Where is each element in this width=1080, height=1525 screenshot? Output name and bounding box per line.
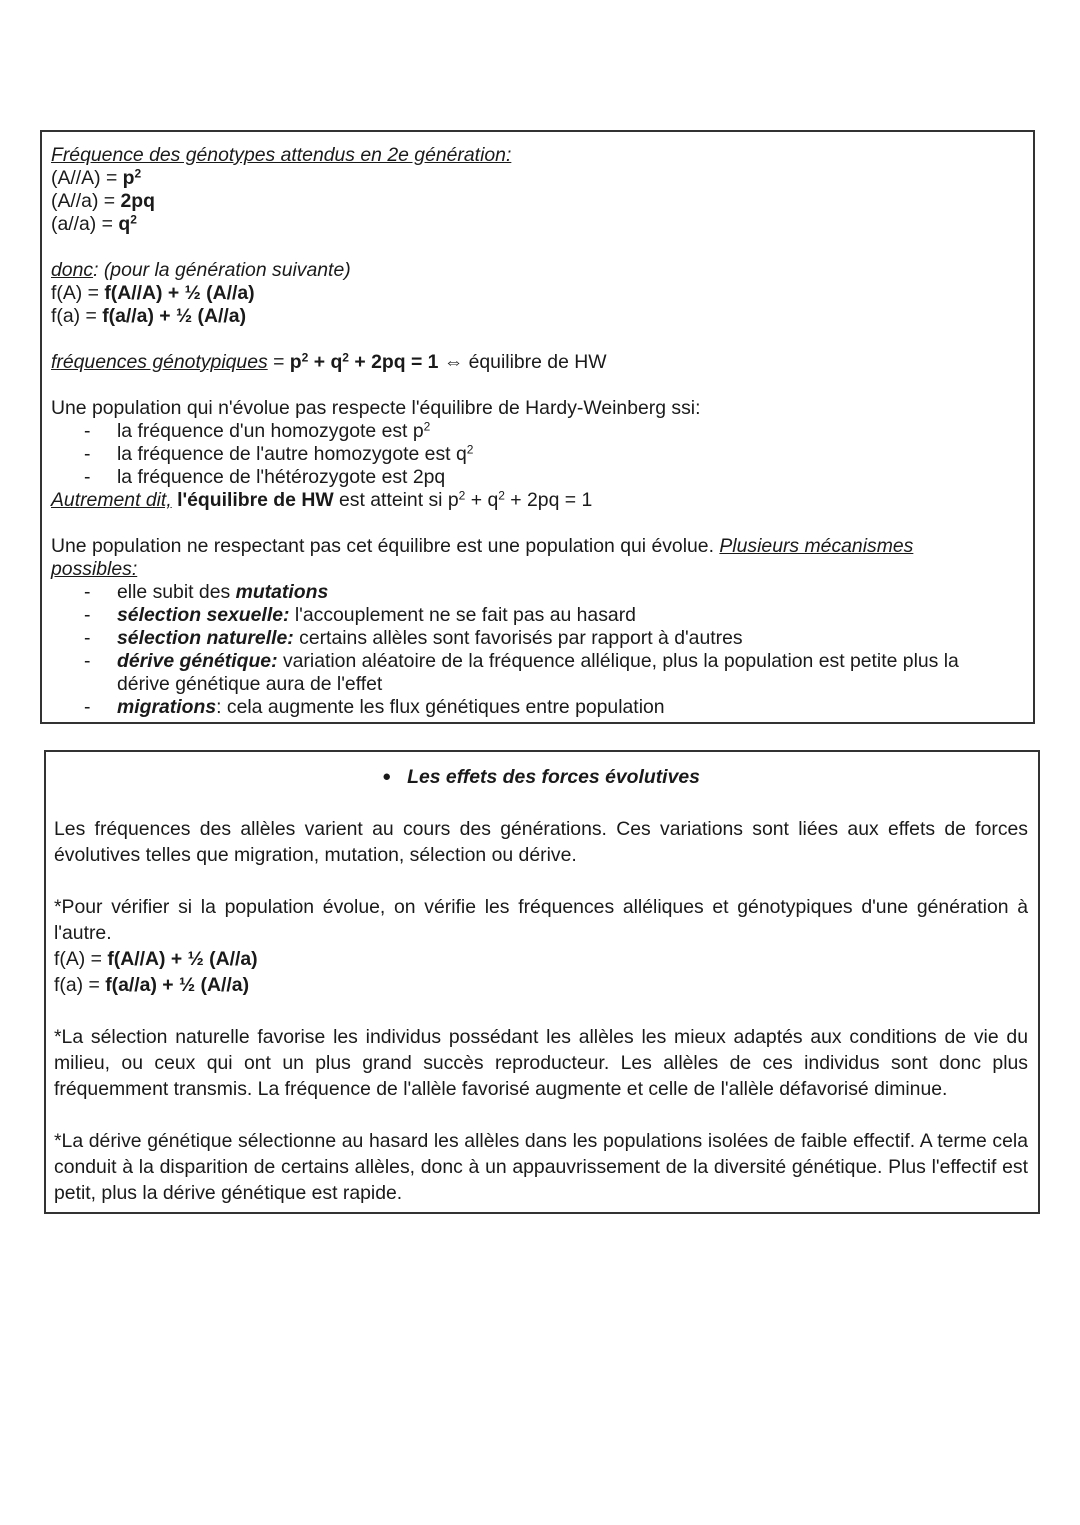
hw-intro: Une population qui n'évolue pas respecte l'équilibre de Hardy-Weinberg ssi: [51, 397, 701, 419]
mechanisms-list [51, 581, 1023, 719]
hw-conditions-list [51, 420, 1023, 489]
genotype-AA-line: $(A//A) = p^2$ [51, 166, 142, 189]
fA-formula-2: f(A) = f(A//A) + ½ (A//a) [54, 948, 258, 970]
paragraph-verify-evolution: *Pour vérifier si la population évolue, on vérifie les fréquences alléliques et génotypiques d'une génération à l'autre. [54, 896, 1028, 944]
fa-formula-2: f(a) = f(a//a) + ½ (A//a) [54, 974, 250, 996]
list-item: - la fréquence de l'autre homozygote est $q^2$ [51, 443, 1023, 466]
paragraph-natural-selection: *La sélection naturelle favorise les individus possédant les allèles les mieux adaptés aux conditions de vie du milieu, ou ceux qui ont un plus grand succès reproducteur. Les allèles de ces individus sont donc plus fréquemment transmis. La fréquence de l'allèle favorisé augmente et celle de l'allèle défavorisé diminue. [54, 1026, 1028, 1100]
list-item: - sélection naturelle: certains allèles sont favorisés par rapport à d'autres [51, 627, 1023, 650]
list-item: - la fréquence de l'hétérozygote est 2pq [51, 466, 1023, 489]
list-item: - sélection sexuelle: l'accouplement ne se fait pas au hasard [51, 604, 1023, 627]
paragraph-genetic-drift: *La dérive génétique sélectionne au hasard les allèles dans les populations isolées de faible effectif. A terme cela conduit à la disparition de certains allèles, donc à un appauvrissement de la diversité génétique. Plus l'effectif est petit, plus la dérive génétique est rapide. [54, 1130, 1028, 1204]
list-item: - la fréquence d'un homozygote est $p^2$ [51, 420, 1023, 443]
donc-line: donc: (pour la génération suivante) [51, 259, 351, 281]
list-item: - dérive génétique: variation aléatoire de la fréquence allélique, plus la population est petite plus la dérive génétique aura de l'effet [51, 650, 987, 696]
evolutionary-forces-box [44, 750, 1040, 1214]
evolution-intro: Une population ne respectant pas cet équilibre est une population qui évolue. Plusieurs mécanismes possibles: [51, 535, 914, 580]
genotype-aa-line: $(a//a) = q^2$ [51, 212, 137, 235]
list-item: - elle subit des mutations [51, 581, 1023, 604]
fA-formula: f(A) = f(A//A) + ½ (A//a) [51, 282, 255, 304]
hardy-weinberg-box [40, 130, 1035, 724]
section-title: ● Les effets des forces évolutives [382, 766, 700, 788]
autrement-dit-line: Autrement dit, l'équilibre de HW est atteint si $p^2 + q^2 + 2pq = 1$ [51, 488, 593, 511]
genotypic-frequencies-equation: fréquences génotypiques = $p^2 + q^2 + 2pq = 1$ ⇔ équilibre de HW [51, 350, 607, 373]
list-item: - migrations: cela augmente les flux génétiques entre population [51, 696, 1023, 719]
bullet-icon: ● [382, 768, 392, 785]
fa-formula: f(a) = f(a//a) + ½ (A//a) [51, 305, 247, 327]
paragraph-allele-frequencies: Les fréquences des allèles varient au cours des générations. Ces variations sont liées aux effets de forces évolutives telles que migration, mutation, sélection ou dérive. [54, 818, 1028, 866]
genotype-Aa-line: (A//a) = 2pq [51, 190, 155, 212]
genotype-frequency-heading: Fréquence des génotypes attendus en 2e génération: [51, 144, 512, 166]
